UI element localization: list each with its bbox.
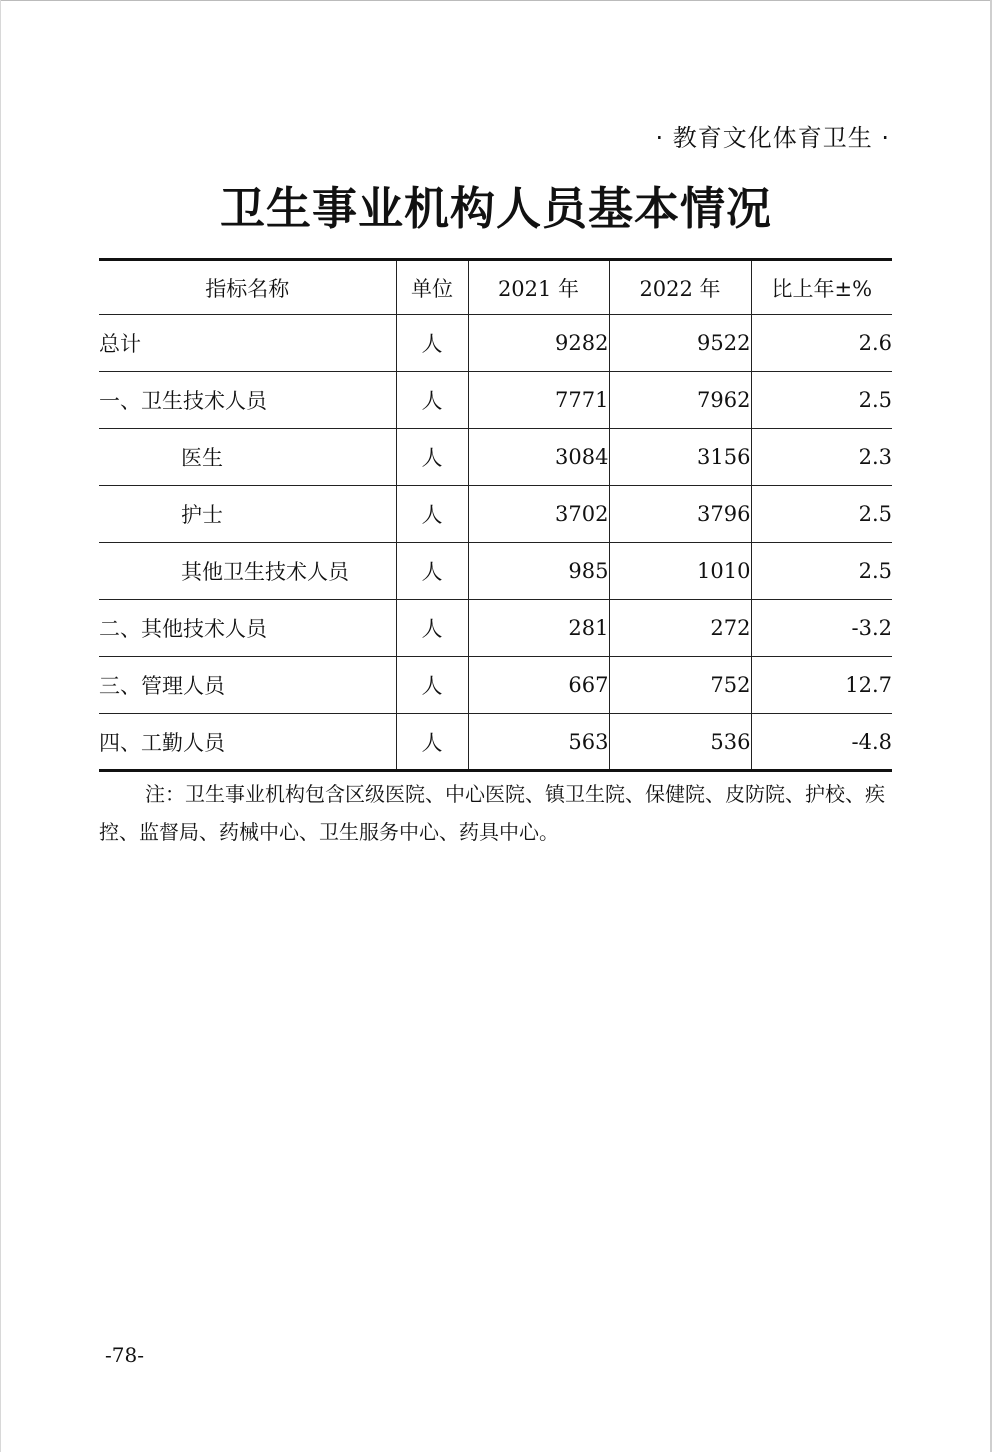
- staff-table: [99, 258, 892, 772]
- row-value-2021: 3084: [468, 429, 609, 486]
- row-value-2021: 3702: [468, 486, 609, 543]
- row-value-2021: 281: [468, 600, 609, 657]
- header-change-percent: 比上年±%: [751, 260, 892, 315]
- row-change: -3.2: [751, 600, 892, 657]
- row-name: 总计: [99, 315, 396, 372]
- row-unit: 人: [396, 657, 468, 714]
- row-unit: 人: [396, 714, 468, 771]
- page-top-edge: [0, 0, 990, 1]
- page-number: -78-: [105, 1343, 144, 1367]
- row-change: 12.7: [751, 657, 892, 714]
- row-name: 四、工勤人员: [99, 714, 396, 771]
- table-row: [99, 543, 892, 600]
- row-unit: 人: [396, 315, 468, 372]
- table-row: [99, 657, 892, 714]
- row-unit: 人: [396, 486, 468, 543]
- section-header: · 教育文化体育卫生 ·: [655, 124, 890, 152]
- table-row: [99, 600, 892, 657]
- row-name: 医生: [99, 429, 396, 486]
- row-value-2021: 667: [468, 657, 609, 714]
- row-unit: 人: [396, 600, 468, 657]
- row-change: 2.6: [751, 315, 892, 372]
- table-row: [99, 486, 892, 543]
- row-change: -4.8: [751, 714, 892, 771]
- row-value-2022: 1010: [609, 543, 751, 600]
- row-change: 2.5: [751, 543, 892, 600]
- header-unit: 单位: [396, 260, 468, 315]
- table-note: 注：卫生事业机构包含区级医院、中心医院、镇卫生院、保健院、皮防院、护校、疾控、监督局、药械中心、卫生服务中心、药具中心。: [99, 782, 885, 844]
- row-value-2022: 9522: [609, 315, 751, 372]
- row-value-2022: 7962: [609, 372, 751, 429]
- row-value-2022: 3156: [609, 429, 751, 486]
- row-change: 2.5: [751, 486, 892, 543]
- row-name: 护士: [99, 486, 396, 543]
- row-name: 三、管理人员: [99, 657, 396, 714]
- header-year-2022: 2022 年: [609, 260, 751, 315]
- table-row: [99, 714, 892, 771]
- row-unit: 人: [396, 543, 468, 600]
- row-value-2022: 752: [609, 657, 751, 714]
- row-value-2022: 3796: [609, 486, 751, 543]
- row-value-2021: 7771: [468, 372, 609, 429]
- table-row: [99, 315, 892, 372]
- page-title: 卫生事业机构人员基本情况: [219, 182, 772, 235]
- row-name: 二、其他技术人员: [99, 600, 396, 657]
- row-unit: 人: [396, 372, 468, 429]
- row-value-2021: 9282: [468, 315, 609, 372]
- row-change: 2.3: [751, 429, 892, 486]
- table-row: [99, 429, 892, 486]
- row-value-2021: 985: [468, 543, 609, 600]
- row-value-2022: 536: [609, 714, 751, 771]
- row-unit: 人: [396, 429, 468, 486]
- table-header-row: [99, 260, 892, 315]
- row-change: 2.5: [751, 372, 892, 429]
- row-name: 一、卫生技术人员: [99, 372, 396, 429]
- table-row: [99, 372, 892, 429]
- row-value-2021: 563: [468, 714, 609, 771]
- row-value-2022: 272: [609, 600, 751, 657]
- header-indicator-name: 指标名称: [99, 260, 396, 315]
- header-year-2021: 2021 年: [468, 260, 609, 315]
- row-name: 其他卫生技术人员: [99, 543, 396, 600]
